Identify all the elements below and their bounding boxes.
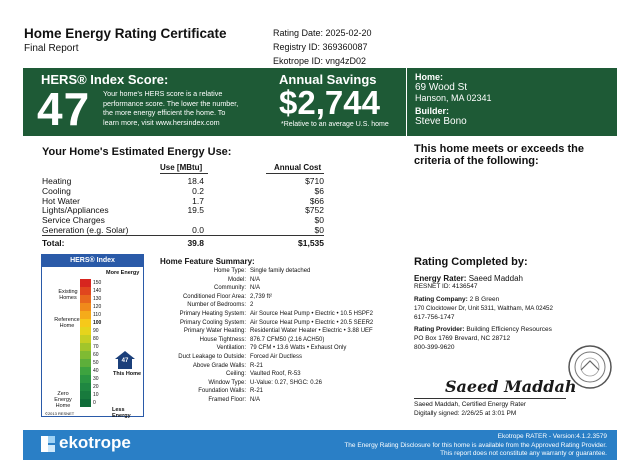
feature-key: Community: — [213, 285, 246, 292]
registry-id: Registry ID: 369360087 — [273, 42, 368, 52]
feature-key: Primary Heating System: — [179, 311, 246, 317]
feature-key: Primary Water Heating: — [183, 328, 246, 335]
ekotrope-logo-icon — [41, 436, 55, 452]
existing-homes-label: Existing Homes — [58, 289, 78, 301]
energy-use-label: Heating — [42, 176, 72, 186]
scale-tick-label: 0 — [93, 400, 96, 406]
feature-key: Ceiling: — [225, 371, 246, 378]
home-address-line1: 69 Wood St — [415, 82, 468, 93]
builder-name: Steve Bono — [415, 116, 467, 127]
resnet-id: RESNET ID: 4136547 — [414, 283, 478, 290]
energy-use-row — [42, 196, 332, 206]
feature-value: U-Value: 0.27, SHGC: 0.26 — [250, 379, 322, 386]
scale-tick-label: 80 — [93, 336, 99, 342]
feature-value: 2,739 ft² — [250, 293, 273, 300]
score-band — [23, 68, 617, 136]
feature-value: R-21 — [250, 388, 264, 395]
use-column-header: Use [MBtu] — [160, 163, 203, 172]
feature-key: Home Type: — [213, 268, 246, 274]
energy-use-label: Cooling — [42, 185, 71, 196]
scale-ticks — [93, 279, 109, 407]
scale-bar — [80, 279, 91, 407]
feature-value: N/A — [250, 397, 261, 403]
energy-use-row — [42, 215, 332, 225]
total-cost: $1,535 — [298, 238, 324, 248]
hers-score-title: HERS® Index Score: — [41, 72, 169, 87]
energy-use-label: Service Charges — [42, 215, 105, 226]
scale-tick-label: 70 — [93, 344, 99, 350]
feature-key: Duct Leakage to Outside: — [178, 354, 246, 360]
energy-use-label: Lights/Appliances — [42, 205, 109, 216]
footer-bar — [23, 430, 617, 460]
feature-value: Air Source Heat Pump • Electric • 10.5 HSPF2 — [250, 311, 373, 317]
scale-segment — [80, 399, 91, 407]
home-label: Home: — [415, 72, 444, 82]
scale-tick-label: 50 — [93, 360, 99, 366]
total-label: Total: — [42, 238, 65, 248]
feature-key: Number of Bedrooms: — [187, 302, 246, 309]
footer-disclosure: The Energy Rating Disclosure for this home is available from the Approved Rating Provider. — [344, 441, 607, 449]
scale-tick-label: 110 — [93, 312, 101, 318]
energy-use-value: 19.5 — [187, 205, 204, 216]
scale-copyright: ©2013 RESNET — [45, 411, 75, 416]
ekotrope-brand: ekotrope — [59, 433, 131, 452]
ekotrope-id: Ekotrope ID: vng4zD02 — [273, 56, 367, 66]
feature-value: 2 — [250, 302, 254, 309]
feature-key: House Tightness: — [199, 336, 246, 343]
energy-use-label: Hot Water — [42, 195, 80, 206]
energy-cost-value: $66 — [309, 195, 324, 206]
scale-tick-label: 60 — [93, 352, 99, 358]
annual-savings-value: $2,744 — [279, 84, 380, 121]
feature-key: Primary Cooling System: — [179, 319, 246, 326]
feature-key: Model: — [227, 276, 246, 283]
scale-tick-label: 100 — [93, 320, 102, 326]
energy-cost-value: $6 — [314, 185, 324, 196]
scale-tick-label: 90 — [93, 328, 99, 334]
footer-version: Ekotrope RATER - Version:4.1.2.3579 — [497, 433, 607, 440]
energy-cost-value: $0 — [314, 215, 324, 226]
company-phone: 617-756-1747 — [414, 314, 455, 321]
cost-column-header: Annual Cost — [274, 163, 322, 172]
this-home-marker — [115, 351, 135, 369]
energy-cost-value: $0 — [314, 225, 324, 235]
energy-use-row — [42, 176, 332, 186]
company-address: 170 Clocktower Dr, Unit 5311, Waltham, MA 02452 — [414, 305, 553, 312]
rating-date: Rating Date: 2025-02-20 — [273, 28, 372, 38]
energy-use-title: Your Home's Estimated Energy Use: — [42, 146, 232, 158]
hers-description: Your home's HERS score is a relative performance score. The lower the number, the more energy efficient the home. To learn more, visit www.hersindex.com — [103, 89, 239, 127]
feature-value: N/A — [250, 285, 261, 292]
less-energy-label: Less Energy — [112, 407, 131, 419]
feature-key: Above Grade Walls: — [192, 362, 246, 369]
report-subtitle: Final Report — [24, 43, 79, 54]
scale-tick-label: 40 — [93, 368, 99, 374]
feature-value: Air Source Heat Pump • Electric • 20.5 SEER2 — [250, 319, 374, 326]
feature-value: Vaulted Roof, R-53 — [250, 371, 301, 378]
band-divider — [406, 68, 407, 136]
hers-scale-title: HERS® Index — [42, 255, 143, 267]
energy-use-value: 0.0 — [192, 225, 204, 235]
rater-signature: Saeed Maddah — [445, 377, 577, 396]
cost-underline — [266, 173, 324, 174]
signer-name: Saeed Maddah, Certified Energy Rater — [414, 401, 527, 408]
energy-cost-value: $710 — [305, 176, 324, 186]
energy-use-value: 1.7 — [192, 195, 204, 206]
use-underline — [160, 173, 208, 174]
feature-value: 876.7 CFM50 (2.16 ACH50) — [250, 336, 325, 343]
signed-date: Digitally signed: 2/26/25 at 3:01 PM — [414, 410, 517, 417]
feature-value: Residential Water Heater • Electric • 3.88 UEF — [250, 328, 373, 335]
scale-tick-label: 30 — [93, 376, 99, 382]
energy-use-value: 18.4 — [187, 176, 204, 186]
zero-energy-home-label: Zero Energy Home — [54, 391, 72, 409]
total-use: 39.8 — [187, 238, 204, 248]
hers-score-value: 47 — [37, 83, 91, 135]
total-row — [42, 238, 332, 248]
feature-key: Window Type: — [208, 379, 246, 386]
energy-use-row — [42, 205, 332, 215]
signature-line — [414, 398, 566, 399]
feature-key: Foundation Walls: — [198, 388, 246, 395]
builder-label: Builder: — [415, 106, 450, 116]
energy-use-row — [42, 186, 332, 196]
scale-tick-label: 150 — [93, 280, 102, 286]
feature-value: 79 CFM • 13.6 Watts • Exhaust Only — [250, 345, 347, 352]
annual-savings-title: Annual Savings — [279, 72, 377, 87]
hers-index-scale — [41, 254, 144, 417]
more-energy-label: More Energy — [106, 270, 140, 276]
feature-value: Forced Air Ductless — [250, 354, 303, 360]
rating-provider: Rating Provider: Building Efficiency Resources — [414, 326, 552, 333]
scale-tick-label: 120 — [93, 304, 102, 310]
feature-value: R-21 — [250, 362, 264, 369]
energy-use-value: 0.2 — [192, 185, 204, 196]
this-home-score: 47 — [121, 358, 129, 364]
feature-key: Conditioned Floor Area: — [182, 293, 246, 300]
total-rule — [42, 235, 324, 236]
scale-tick-label: 20 — [93, 384, 99, 390]
feature-key: Ventilation: — [216, 345, 246, 352]
provider-phone: 800-399-9620 — [414, 344, 455, 351]
footer-disclaimer: This report does not constitute any warranty or guarantee. — [440, 450, 607, 457]
savings-note: *Relative to an average U.S. home — [281, 121, 389, 128]
energy-cost-value: $752 — [305, 205, 324, 216]
feature-value: N/A — [250, 276, 261, 283]
scale-tick-label: 10 — [93, 392, 99, 398]
feature-value: Single family detached — [250, 268, 311, 274]
criteria-heading: This home meets or exceeds the criteria of the following: — [414, 143, 584, 167]
reference-home-label: Reference Home — [54, 317, 80, 329]
rating-completed-title: Rating Completed by: — [414, 256, 528, 268]
home-address-line2: Hanson, MA 02341 — [415, 93, 492, 103]
scale-tick-label: 130 — [93, 296, 102, 302]
provider-address: PO Box 1769 Brevard, NC 28712 — [414, 335, 511, 342]
feature-key: Framed Floor: — [208, 397, 246, 403]
footer-text — [344, 433, 607, 459]
energy-use-row — [42, 225, 332, 235]
certificate-title: Home Energy Rating Certificate — [24, 26, 227, 41]
this-home-label: This Home — [113, 371, 142, 377]
feature-summary-title: Home Feature Summary: — [160, 257, 255, 266]
scale-tick-label: 140 — [93, 288, 102, 294]
energy-use-label: Generation (e.g. Solar) — [42, 225, 129, 235]
energy-rater: Energy Rater: Saeed Maddah — [414, 274, 523, 283]
rating-company: Rating Company: 2 B Green — [414, 296, 500, 303]
